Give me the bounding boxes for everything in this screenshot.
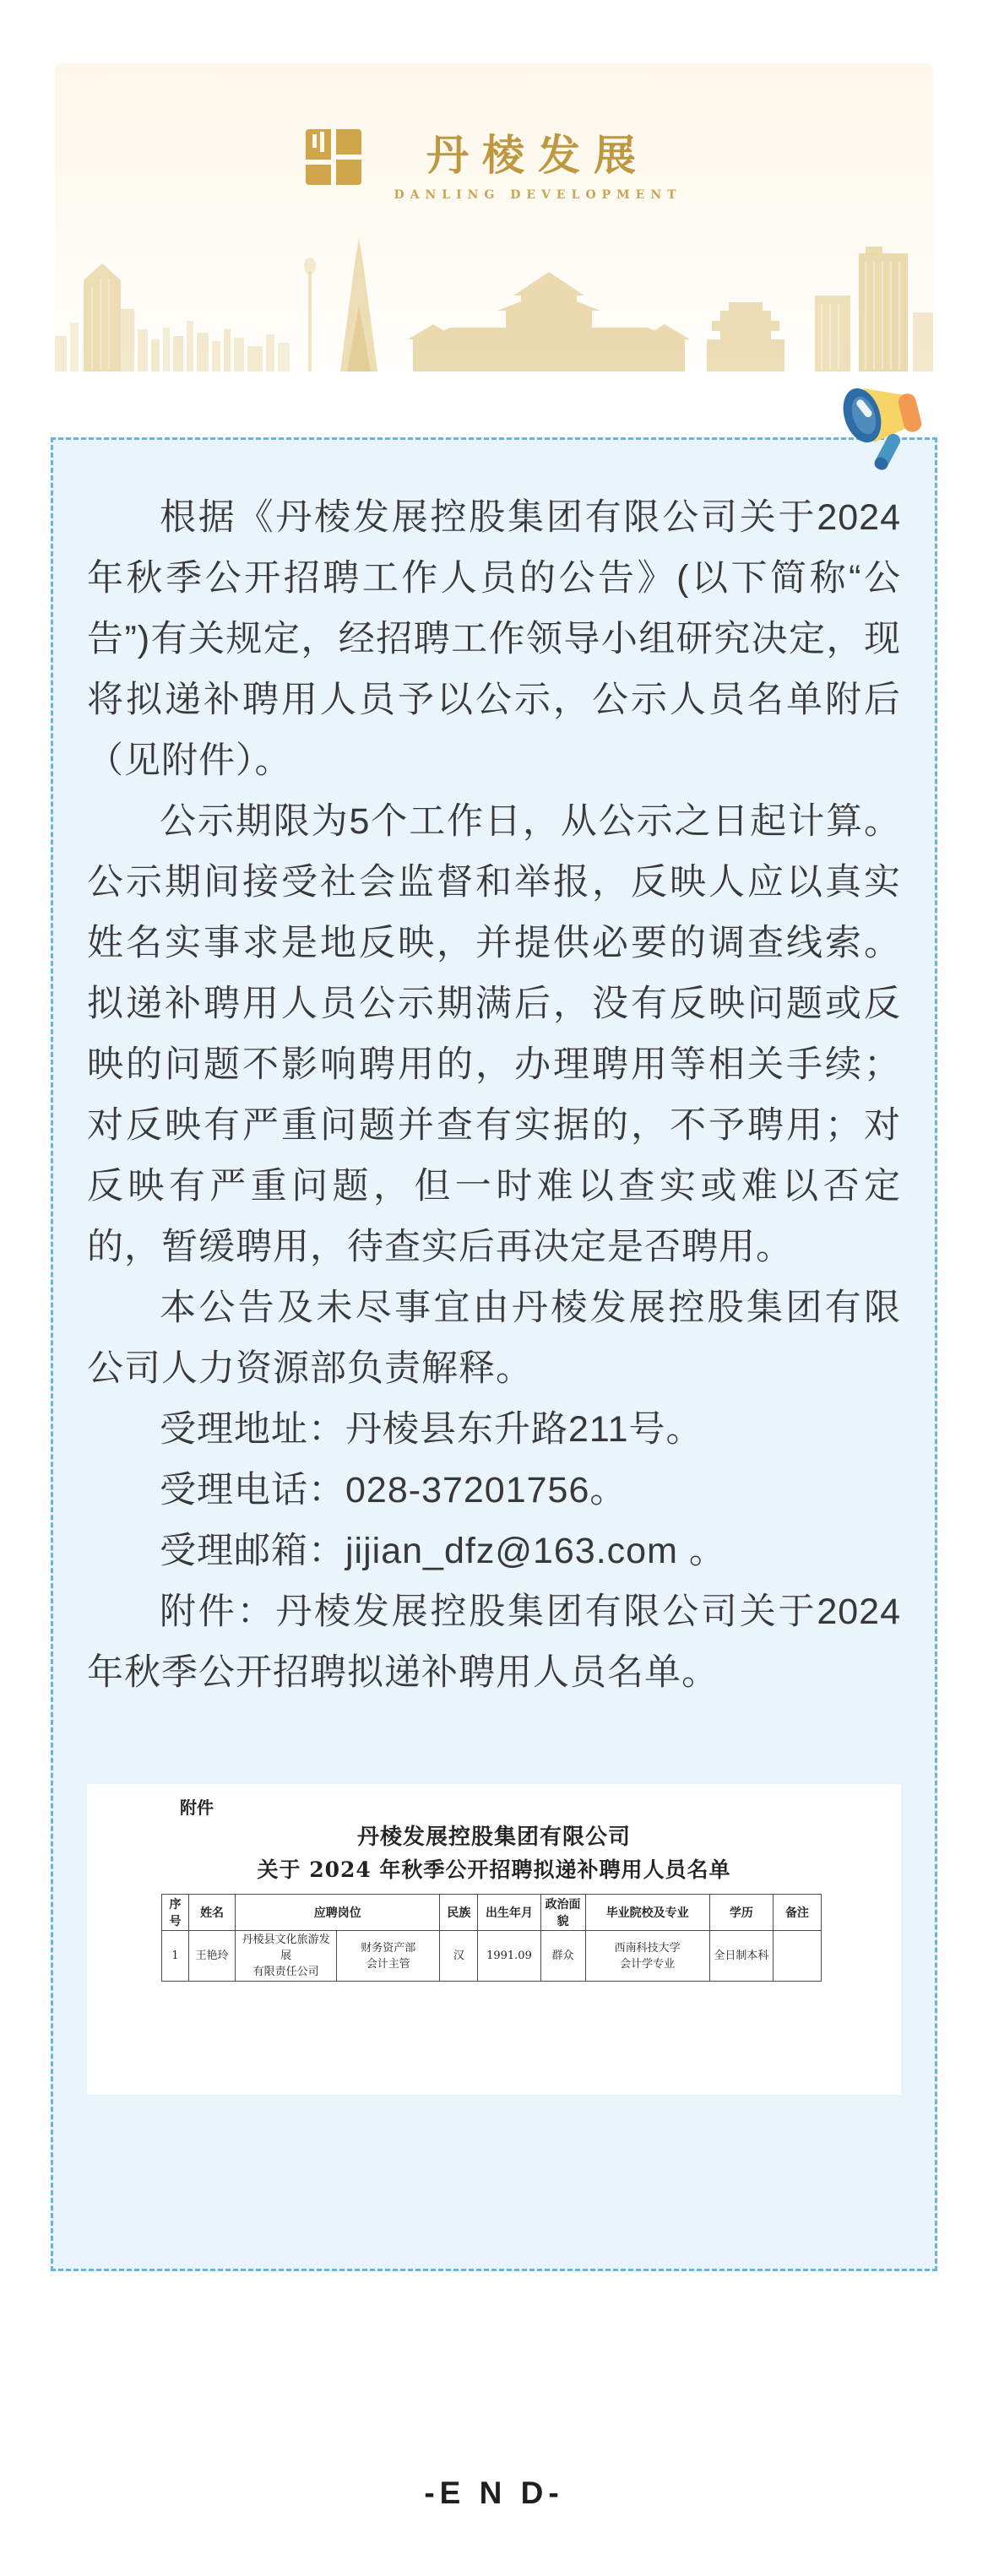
notice-paragraph-period: 公示期限为5个工作日，从公示之日起计算。公示期间接受社会监督和举报，反映人应以真实姓名实事求是地反映，并提供必要的调查线索。拟递补聘用人员公示期满后，没有反映问题或反映的问题不影响聘用的，办理聘用等相关手续；对反映有严重问题并查有实据的，不予聘用；对反映有严重问题，但一时难以查实或难以否定的，暂缓聘用，待查实后再决定是否聘用。 [87,801,901,1267]
end-divider: -E N D- [424,2476,564,2510]
notice-line-phone: 受理电话：028-37201756。 [160,1470,627,1510]
cell-company-line1: 丹棱县文化旅游发展 [242,1933,330,1962]
col-header-position: 应聘岗位 [236,1895,440,1931]
table-row [162,1931,822,1982]
cell-company [236,1931,337,1982]
candidate-table [161,1894,822,1982]
cell-company-line2: 有限责任公司 [252,1966,319,1978]
brand-name: 丹棱发展 [426,130,649,180]
cell-note [773,1931,821,1982]
attachment-label: 附件 [180,1798,214,1818]
notice-line-email: 受理邮箱：jijian_dfz@163.com 。 [160,1531,726,1571]
col-header-ethnicity: 民族 [440,1895,478,1931]
cell-school-line1: 西南科技大学 [614,1941,681,1955]
attachment-subtitle: 关于 2024 年秋季公开招聘拟递补聘用人员名单 [257,1857,731,1882]
attachment-document [87,1784,901,2095]
attachment-title: 丹棱发展控股集团有限公司 [356,1825,631,1850]
cell-ethnicity: 汉 [440,1931,478,1982]
city-skyline-illustration [55,228,933,371]
notice-paragraph-basis: 根据《丹棱发展控股集团有限公司关于2024年秋季公开招聘工作人员的公告》(以下简称“公告”)有关规定，经招聘工作领导小组研究决定，现将拟递补聘用人员予以公示，公示人员名单附后（见附件）。 [87,497,901,781]
notice-line-attachment-ref: 附件：丹棱发展控股集团有限公司关于2024年秋季公开招聘拟递补聘用人员名单。 [87,1592,901,1693]
col-header-degree: 学历 [709,1895,773,1931]
cell-birth: 1991.09 [478,1931,540,1982]
brand-block [55,129,933,202]
cell-name: 王艳玲 [189,1931,236,1982]
cell-school [585,1931,709,1982]
megaphone-icon [840,371,933,477]
notice-box [51,437,937,2271]
col-header-note: 备注 [773,1895,821,1931]
header-banner [55,63,933,371]
cell-political: 群众 [540,1931,585,1982]
notice-paragraph-interpretation: 本公告及未尽事宜由丹棱发展控股集团有限公司人力资源部负责解释。 [87,1288,901,1389]
col-header-school: 毕业院校及专业 [585,1895,709,1931]
cell-degree: 全日制本科 [709,1931,773,1982]
cell-school-line2: 会计学专业 [620,1957,676,1971]
notice-line-address: 受理地址：丹棱县东升路211号。 [160,1409,703,1450]
col-header-name: 姓名 [189,1895,236,1931]
cell-position [337,1931,440,1982]
brand-subtitle: DANLING DEVELOPMENT [394,188,682,202]
cell-position-line2: 会计主管 [366,1957,410,1971]
col-header-political: 政治面貌 [540,1895,585,1931]
table-header-row [162,1895,822,1931]
cell-position-line1: 财务资产部 [361,1941,416,1955]
logo-icon [306,129,361,185]
col-header-birth: 出生年月 [478,1895,540,1931]
col-header-no: 序号 [162,1895,189,1931]
cell-no: 1 [162,1931,189,1982]
